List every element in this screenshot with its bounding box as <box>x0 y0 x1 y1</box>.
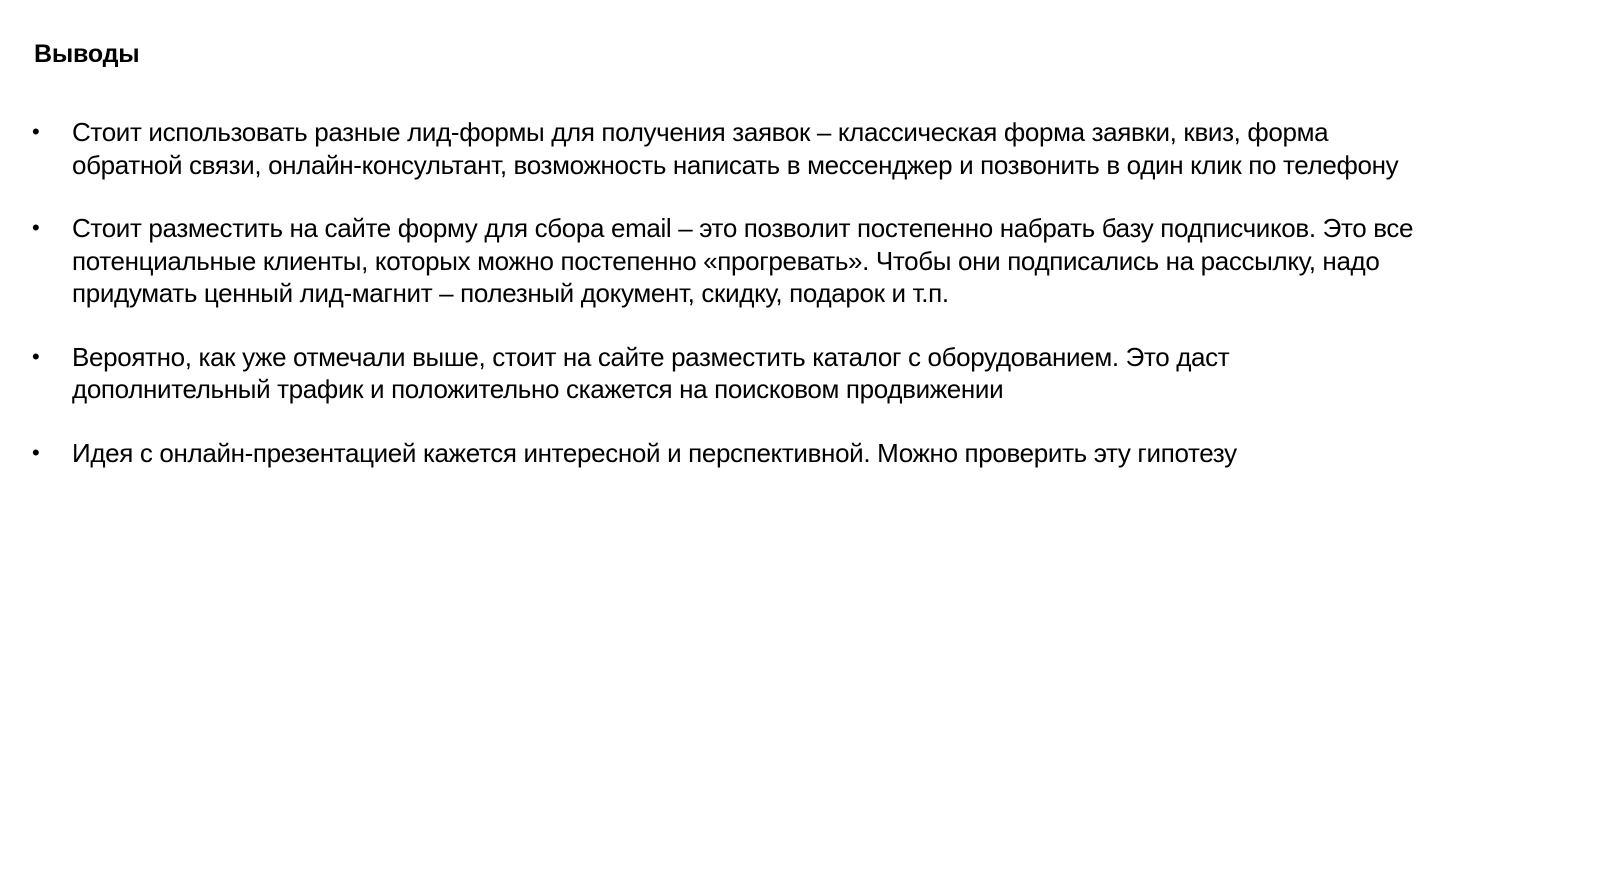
bullet-item <box>0 212 1492 310</box>
bullet-item <box>0 437 1472 470</box>
bullet-icon: • <box>32 439 40 465</box>
slide-title: Выводы <box>34 40 140 68</box>
bullet-list <box>0 116 1560 500</box>
bullet-item <box>0 341 1372 406</box>
bullet-text: Стоит использовать разные лид-формы для получения заявок – классическая форма заявки, квиз, форма обратной связи, онлайн-консультант, возможность написать в мессенджер и позвонить в один клик по телефону <box>72 117 1399 180</box>
bullet-icon: • <box>32 215 40 240</box>
bullet-icon: • <box>32 343 40 369</box>
bullet-text: Стоит разместить на сайте форму для сбора email – это позволит постепенно набрать базу подписчиков. Это все потенциальные клиенты, которых можно постепенно «прогревать». Чтобы они подписались на рассылку, надо придумать ценный лид-магнит – полезный документ, скидку, подарок и т.п. <box>72 213 1414 308</box>
bullet-icon: • <box>32 119 40 144</box>
bullet-text: Вероятно, как уже отмечали выше, стоит на сайте разместить каталог с оборудованием. Это даст дополнительный трафик и положительно скажется на поисковом продвижении <box>72 341 1230 404</box>
bullet-text: Идея с онлайн-презентацией кажется интересной и перспективной. Можно проверить эту гипотезу <box>72 437 1237 468</box>
bullet-item <box>0 116 1442 181</box>
